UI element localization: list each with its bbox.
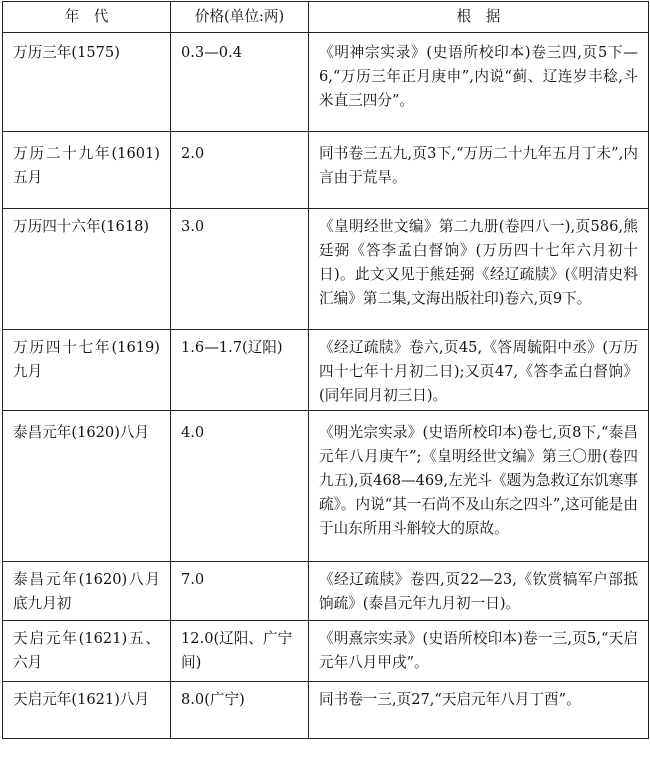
era-cell: 泰昌元年(1620)八月: [3, 411, 171, 562]
table-row: [3, 209, 649, 330]
price-cell: 4.0: [171, 411, 309, 562]
price-cell: 1.6—1.7(辽阳): [171, 330, 309, 411]
era-cell: 万历四十七年(1619)九月: [3, 330, 171, 411]
era-cell: 万历四十六年(1618): [3, 209, 171, 330]
source-cell: 《明熹宗实录》(史语所校印本)卷一三,页5,“天启元年八月甲戌”。: [309, 621, 649, 682]
table-row: [3, 682, 649, 739]
header-row: [3, 2, 649, 33]
table-row: [3, 621, 649, 682]
source-cell: 《皇明经世文编》第二九册(卷四八一),页586,熊廷弼《答李孟白督饷》(万历四十七年六月初十日)。此文又见于熊廷弼《经辽疏牍》(《明清史料汇编》第二集,文海出版社印)卷六,页9下。: [309, 209, 649, 330]
source-cell: 《经辽疏牍》卷六,页45,《答周毓阳中丞》(万历四十七年十月初二日);又页47,《答李孟白督饷》(同年同月初三日)。: [309, 330, 649, 411]
price-cell: 2.0: [171, 132, 309, 209]
header-era: 年 代: [3, 2, 171, 33]
era-cell: 万历二十九年(1601)五月: [3, 132, 171, 209]
era-cell: 天启元年(1621)五、六月: [3, 621, 171, 682]
source-cell: 同书卷三五九,页3下,“万历二十九年五月丁未”,内言由于荒旱。: [309, 132, 649, 209]
header-price: 价格(单位:两): [171, 2, 309, 33]
era-cell: 天启元年(1621)八月: [3, 682, 171, 739]
price-cell: 0.3—0.4: [171, 33, 309, 132]
source-cell: 同书卷一三,页27,“天启元年八月丁酉”。: [309, 682, 649, 739]
price-cell: 7.0: [171, 562, 309, 621]
era-cell: 万历三年(1575): [3, 33, 171, 132]
table-row: [3, 330, 649, 411]
source-cell: 《经辽疏牍》卷四,页22—23,《钦赏犒军户部抵饷疏》(泰昌元年九月初一日)。: [309, 562, 649, 621]
table-row: [3, 33, 649, 132]
table-row: [3, 132, 649, 209]
source-cell: 《明神宗实录》(史语所校印本)卷三四,页5下—6,“万历三年正月庚申”,内说“蓟、辽连岁丰稔,斗米直三四分”。: [309, 33, 649, 132]
header-source: 根 据: [309, 2, 649, 33]
price-cell: 12.0(辽阳、广宁间): [171, 621, 309, 682]
price-cell: 3.0: [171, 209, 309, 330]
price-cell: 8.0(广宁): [171, 682, 309, 739]
table-row: [3, 562, 649, 621]
table-row: [3, 411, 649, 562]
source-cell: 《明光宗实录》(史语所校印本)卷七,页8下,“泰昌元年八月庚午”;《皇明经世文编》第三〇册(卷四九五),页468—469,左光斗《题为急救辽东饥寒事疏》。内说“其一石尚不及山东之四斗”,这可能是由于山东所用斗斛较大的原故。: [309, 411, 649, 562]
era-cell: 泰昌元年(1620)八月底九月初: [3, 562, 171, 621]
price-table: [2, 1, 649, 739]
